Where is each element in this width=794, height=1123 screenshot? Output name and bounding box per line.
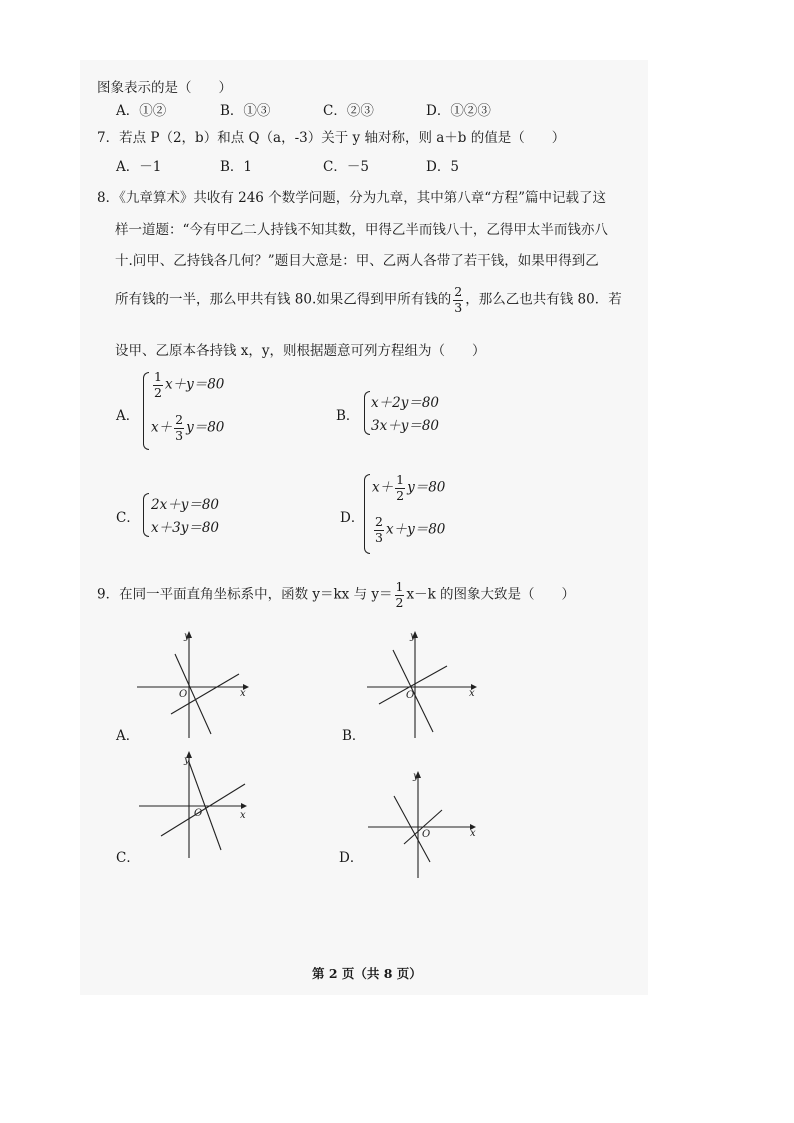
svg-text:O: O — [194, 808, 203, 819]
q8-option-b-brace — [364, 391, 370, 435]
q8-line-4 — [115, 286, 622, 314]
q8-option-c-brace — [143, 493, 149, 537]
q8-option-b-label: B． — [336, 408, 360, 424]
q6-tail: 图象表示的是（ ） — [97, 80, 232, 96]
svg-text:y: y — [413, 771, 419, 782]
svg-text:x: x — [240, 688, 246, 699]
q8-option-a-brace — [143, 372, 149, 450]
q7-option-c: C．－5 — [323, 159, 369, 175]
q9-option-b-label: B． — [342, 728, 366, 744]
svg-text:x: x — [470, 828, 476, 839]
q7-option-b: B．1 — [220, 159, 253, 175]
q8-option-a-eq1: $\frac{1}{2}$ x＋y＝80 — [154, 369, 225, 400]
q8-line-2: 样一道题：“今有甲乙二人持钱不知其数，甲得乙半而钱八十，乙得甲太半而钱亦八 — [115, 222, 608, 238]
q8-fraction: $\frac{2}{3}$ — [454, 284, 463, 315]
svg-text:y: y — [184, 631, 190, 642]
svg-text:O: O — [406, 690, 415, 701]
svg-text:y: y — [184, 755, 190, 766]
q8-option-d-eq2: $\frac{2}{3}$ x＋y＝80 — [375, 514, 446, 545]
q8-option-d-eq1: x＋ $\frac{1}{2}$ y＝80 — [372, 472, 446, 503]
svg-text:O: O — [179, 689, 188, 700]
q7-option-a: A．－1 — [116, 159, 162, 175]
q8-line-4-start: 所有钱的一半，那么甲共有钱 80.如果乙得到甲所有钱的 — [115, 291, 452, 308]
q8-option-c-eq1: 2x＋y＝80 — [151, 497, 220, 513]
q6-option-b: B．①③ — [220, 103, 271, 119]
page-footer: 第 2 页（共 8 页） — [312, 966, 422, 981]
q9-graph-c — [137, 750, 257, 860]
q6-option-a: A．①② — [116, 103, 167, 119]
q8-option-d-label: D． — [340, 510, 365, 526]
q6-option-c: C．②③ — [323, 103, 374, 119]
q8-option-a-eq2: x＋ $\frac{2}{3}$ y＝80 — [151, 412, 225, 443]
q7-option-d: D．5 — [426, 159, 459, 175]
q8-line-5: 设甲、乙原本各持钱 x，y，则根据题意可列方程组为（ ） — [115, 343, 486, 359]
q8-line-4-end: ，那么乙也共有钱 80．若 — [465, 291, 622, 308]
q9-graph-b — [365, 630, 485, 740]
q9-option-d-label: D． — [339, 850, 364, 866]
svg-text:y: y — [410, 631, 416, 642]
svg-text:x: x — [240, 810, 246, 821]
q8-line-1: 8．《九章算术》共收有 246 个数学问题，分为九章，其中第八章“方程”篇中记载了这 — [97, 190, 606, 206]
q9-stem: 9．在同一平面直角坐标系中，函数 y＝kx 与 y＝ $\frac{1}{2}$ x－k 的图象大致是（ ） — [97, 579, 576, 610]
svg-text:O: O — [422, 829, 431, 840]
q9-option-c-label: C． — [116, 850, 140, 866]
q8-option-d-brace — [364, 474, 370, 554]
q7-stem: 7．若点 P（2，b）和点 Q（a，-3）关于 y 轴对称，则 a＋b 的值是（ ） — [97, 130, 566, 146]
q8-option-b-eq2: 3x＋y＝80 — [371, 418, 440, 434]
q8-option-c-eq2: x＋3y＝80 — [151, 520, 220, 536]
q8-line-3: 十.问甲、乙持钱各几何？”题目大意是：甲、乙两人各带了若干钱，如果甲得到乙 — [115, 253, 599, 269]
q6-option-d: D．①②③ — [426, 103, 491, 119]
q8-option-a-label: A． — [116, 408, 140, 424]
q8-option-b-eq1: x＋2y＝80 — [371, 395, 440, 411]
q9-graph-a — [135, 630, 255, 740]
q9-option-a-label: A． — [116, 728, 140, 744]
svg-text:x: x — [469, 688, 475, 699]
q8-option-c-label: C． — [116, 510, 140, 526]
q9-graph-d — [366, 770, 486, 880]
